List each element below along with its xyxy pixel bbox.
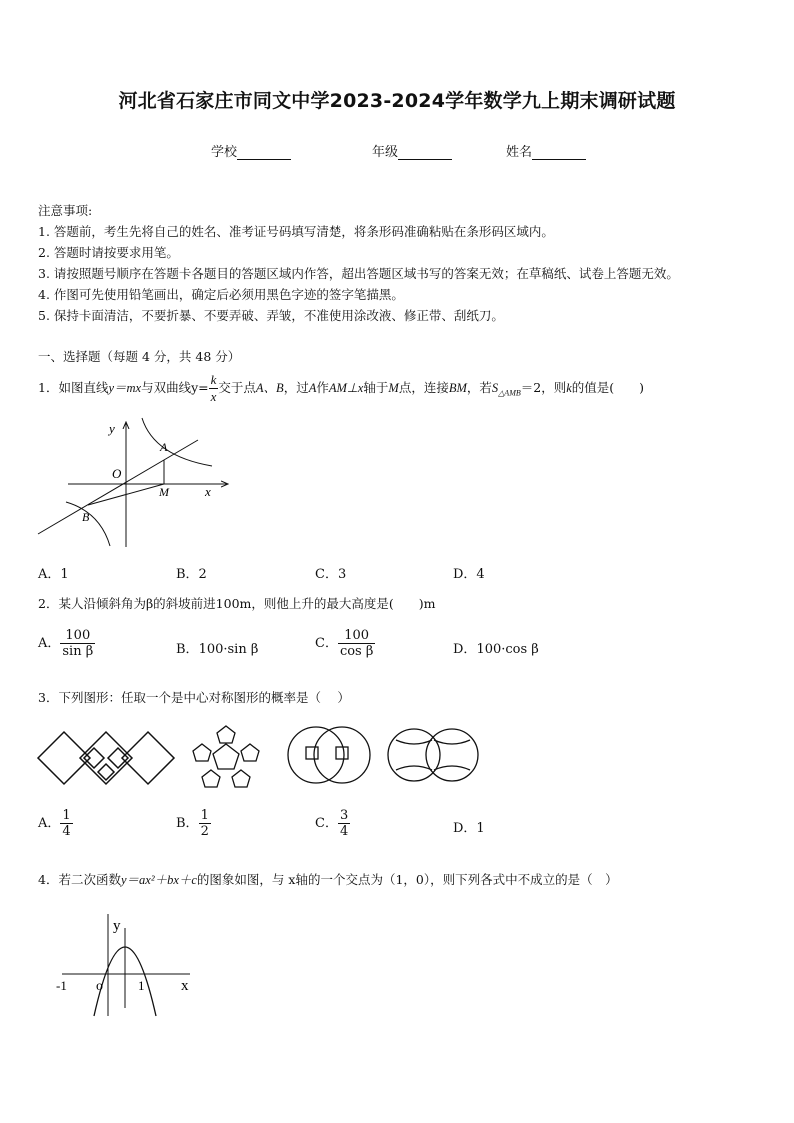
tick-neg1: -1 <box>56 978 67 993</box>
school-field <box>211 141 291 160</box>
section-title: 一、选择题（每题 4 分，共 48 分） <box>38 349 241 364</box>
grade-blank[interactable] <box>398 147 452 160</box>
q1-option-d[interactable]: D．4 <box>453 567 485 582</box>
school-label: 学校 <box>211 145 238 160</box>
q2-option-d[interactable]: D．100·cos β <box>453 642 539 657</box>
notice-block <box>38 200 679 326</box>
page-title: 河北省石家庄市同文中学2023-2024学年数学九上期末调研试题 <box>118 90 676 112</box>
hyperbola-branch-1 <box>142 418 212 466</box>
question-2-stem: 2．某人沿倾斜角为β的斜坡前进100m，则他上升的最大高度是( )m <box>38 596 436 611</box>
y-label: y <box>113 918 121 934</box>
point-m-label: M <box>159 485 169 499</box>
q1-option-c[interactable]: C．3 <box>315 567 347 582</box>
q2-option-a[interactable]: A． $\frac{100}{\text{sin β}}$ <box>38 628 94 659</box>
name-label: 姓名 <box>506 145 533 160</box>
grade-field <box>372 141 452 160</box>
question-3-figures <box>36 722 491 788</box>
point-a-label: A <box>160 440 168 454</box>
notice-item: 4. 作图可先使用铅笔画出，确定后必须用黑色字迹的签字笔描黑。 <box>38 287 404 302</box>
question-1-stem: 1．如图直线y＝mx与双曲线y= $\frac{k}{x}$ 交于点A、B，过A作AM⊥x轴于M点，连接BM，若$S_{\triangle AMB}=2$，则k的值是( ) <box>38 372 645 404</box>
notice-item: 2. 答题时请按要求用笔。 <box>38 245 179 260</box>
q3-option-b[interactable]: B． $\frac{1}{2}$ <box>176 808 209 839</box>
k-over-x: $\frac{k}{x}$ <box>210 372 217 404</box>
question-4-stem: 4．若二次函数y＝ax²＋bx＋c的图象如图，与 x轴的一个交点为（1，0），则下列各式中不成立的是（ ） <box>38 872 618 887</box>
x-label: x <box>205 484 211 499</box>
q2-option-c[interactable]: C． $\frac{100}{\text{cos β}}$ <box>315 628 374 659</box>
q3-option-a[interactable]: A． $\frac{1}{4}$ <box>38 808 71 839</box>
question-1-figure <box>30 412 240 552</box>
notice-heading: 注意事项: <box>38 203 93 218</box>
origin-label: o <box>96 979 103 994</box>
question-4-figure <box>52 908 202 1020</box>
question-3-stem: 3．下列图形：任取一个是中心对称图形的概率是（ ） <box>38 690 350 705</box>
hyperbola-branch-2 <box>66 502 110 546</box>
origin-label: O <box>112 466 122 481</box>
notice-item: 1. 答题前，考生先将自己的姓名、准考证号码填写清楚，将条形码准确粘贴在条形码区域内。 <box>38 224 554 239</box>
name-blank[interactable] <box>532 147 586 160</box>
q3-option-d[interactable]: D．1 <box>453 821 485 836</box>
point-b-label: B <box>82 510 90 524</box>
name-field <box>506 141 586 160</box>
notice-item: 3. 请按照题号顺序在答题卡各题目的答题区域内作答，超出答题区域书写的答案无效；在草稿纸、试卷上答题无效。 <box>38 266 679 281</box>
school-blank[interactable] <box>237 147 291 160</box>
notice-item: 5. 保持卡面清洁，不要折暴、不要弄破、弄皱，不准使用涂改液、修正带、刮纸刀。 <box>38 308 504 323</box>
q2-option-b[interactable]: B．100·sin β <box>176 642 259 657</box>
tick-1: 1 <box>138 978 145 993</box>
q3-option-c[interactable]: C． $\frac{3}{4}$ <box>315 808 349 839</box>
q1-option-b[interactable]: B．2 <box>176 567 207 582</box>
q1-option-a[interactable]: A．1 <box>38 567 69 582</box>
coins-figure <box>288 727 370 783</box>
x-label: x <box>181 978 189 994</box>
y-label: y <box>109 421 115 436</box>
grade-label: 年级 <box>372 145 399 160</box>
overlapping-circles-figure <box>388 729 478 781</box>
diamond-chain-figure <box>38 732 174 784</box>
pentagon-figure <box>193 726 259 787</box>
